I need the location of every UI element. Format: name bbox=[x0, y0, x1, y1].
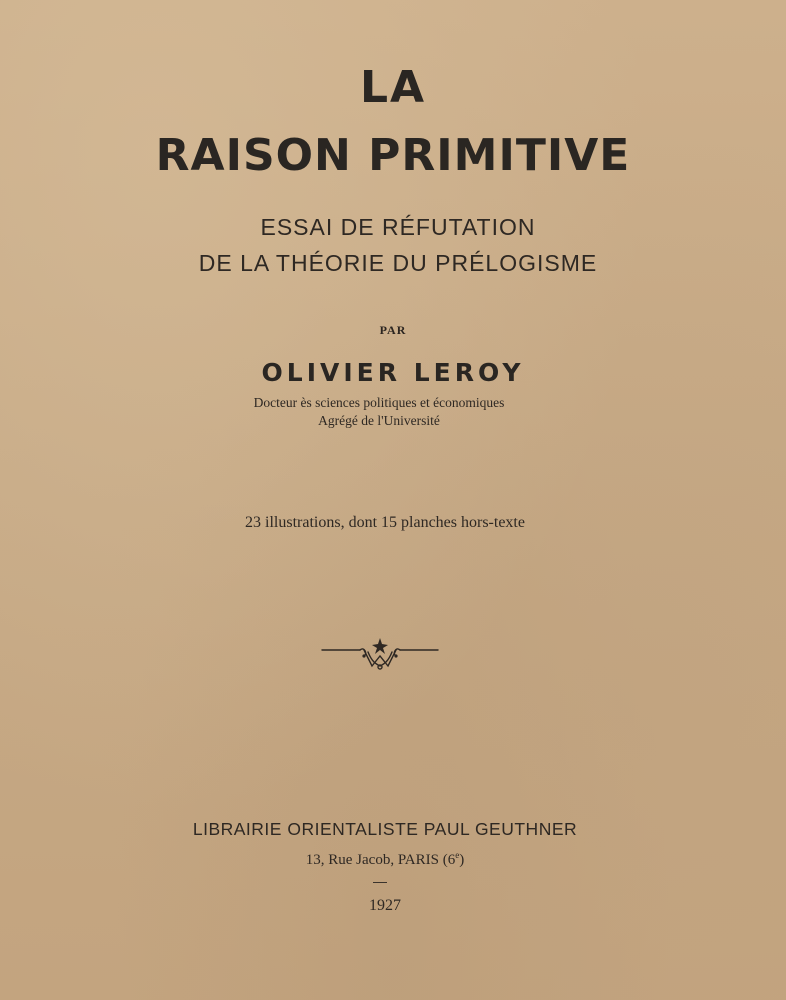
title-line-1: LA bbox=[359, 62, 427, 113]
divider-rule bbox=[373, 882, 387, 883]
author-name: OLIVIER LEROY bbox=[261, 358, 525, 387]
fleuron-ornament-icon bbox=[320, 636, 440, 674]
illustrations-note: 23 illustrations, dont 15 planches hors-texte bbox=[245, 514, 525, 531]
subtitle-line-1: ESSAI DE RÉFUTATION bbox=[260, 214, 536, 240]
subtitle-line-2: DE LA THÉORIE DU PRÉLOGISME bbox=[198, 250, 598, 276]
publication-year: 1927 bbox=[369, 897, 401, 914]
address-superscript: e bbox=[455, 850, 460, 860]
byline-par: PAR bbox=[379, 323, 407, 337]
address-close: ) bbox=[459, 852, 465, 868]
publisher-address bbox=[0, 850, 778, 869]
address-main: 13, Rue Jacob, PARIS (6 bbox=[305, 852, 456, 868]
author-credential-2: Agrégé de l'Université bbox=[318, 413, 440, 428]
title-line-2: RAISON PRIMITIVE bbox=[155, 130, 631, 181]
publisher-name: LIBRAIRIE ORIENTALISTE PAUL GEUTHNER bbox=[192, 819, 578, 839]
author-credential-1: Docteur ès sciences politiques et économiques bbox=[253, 395, 505, 410]
